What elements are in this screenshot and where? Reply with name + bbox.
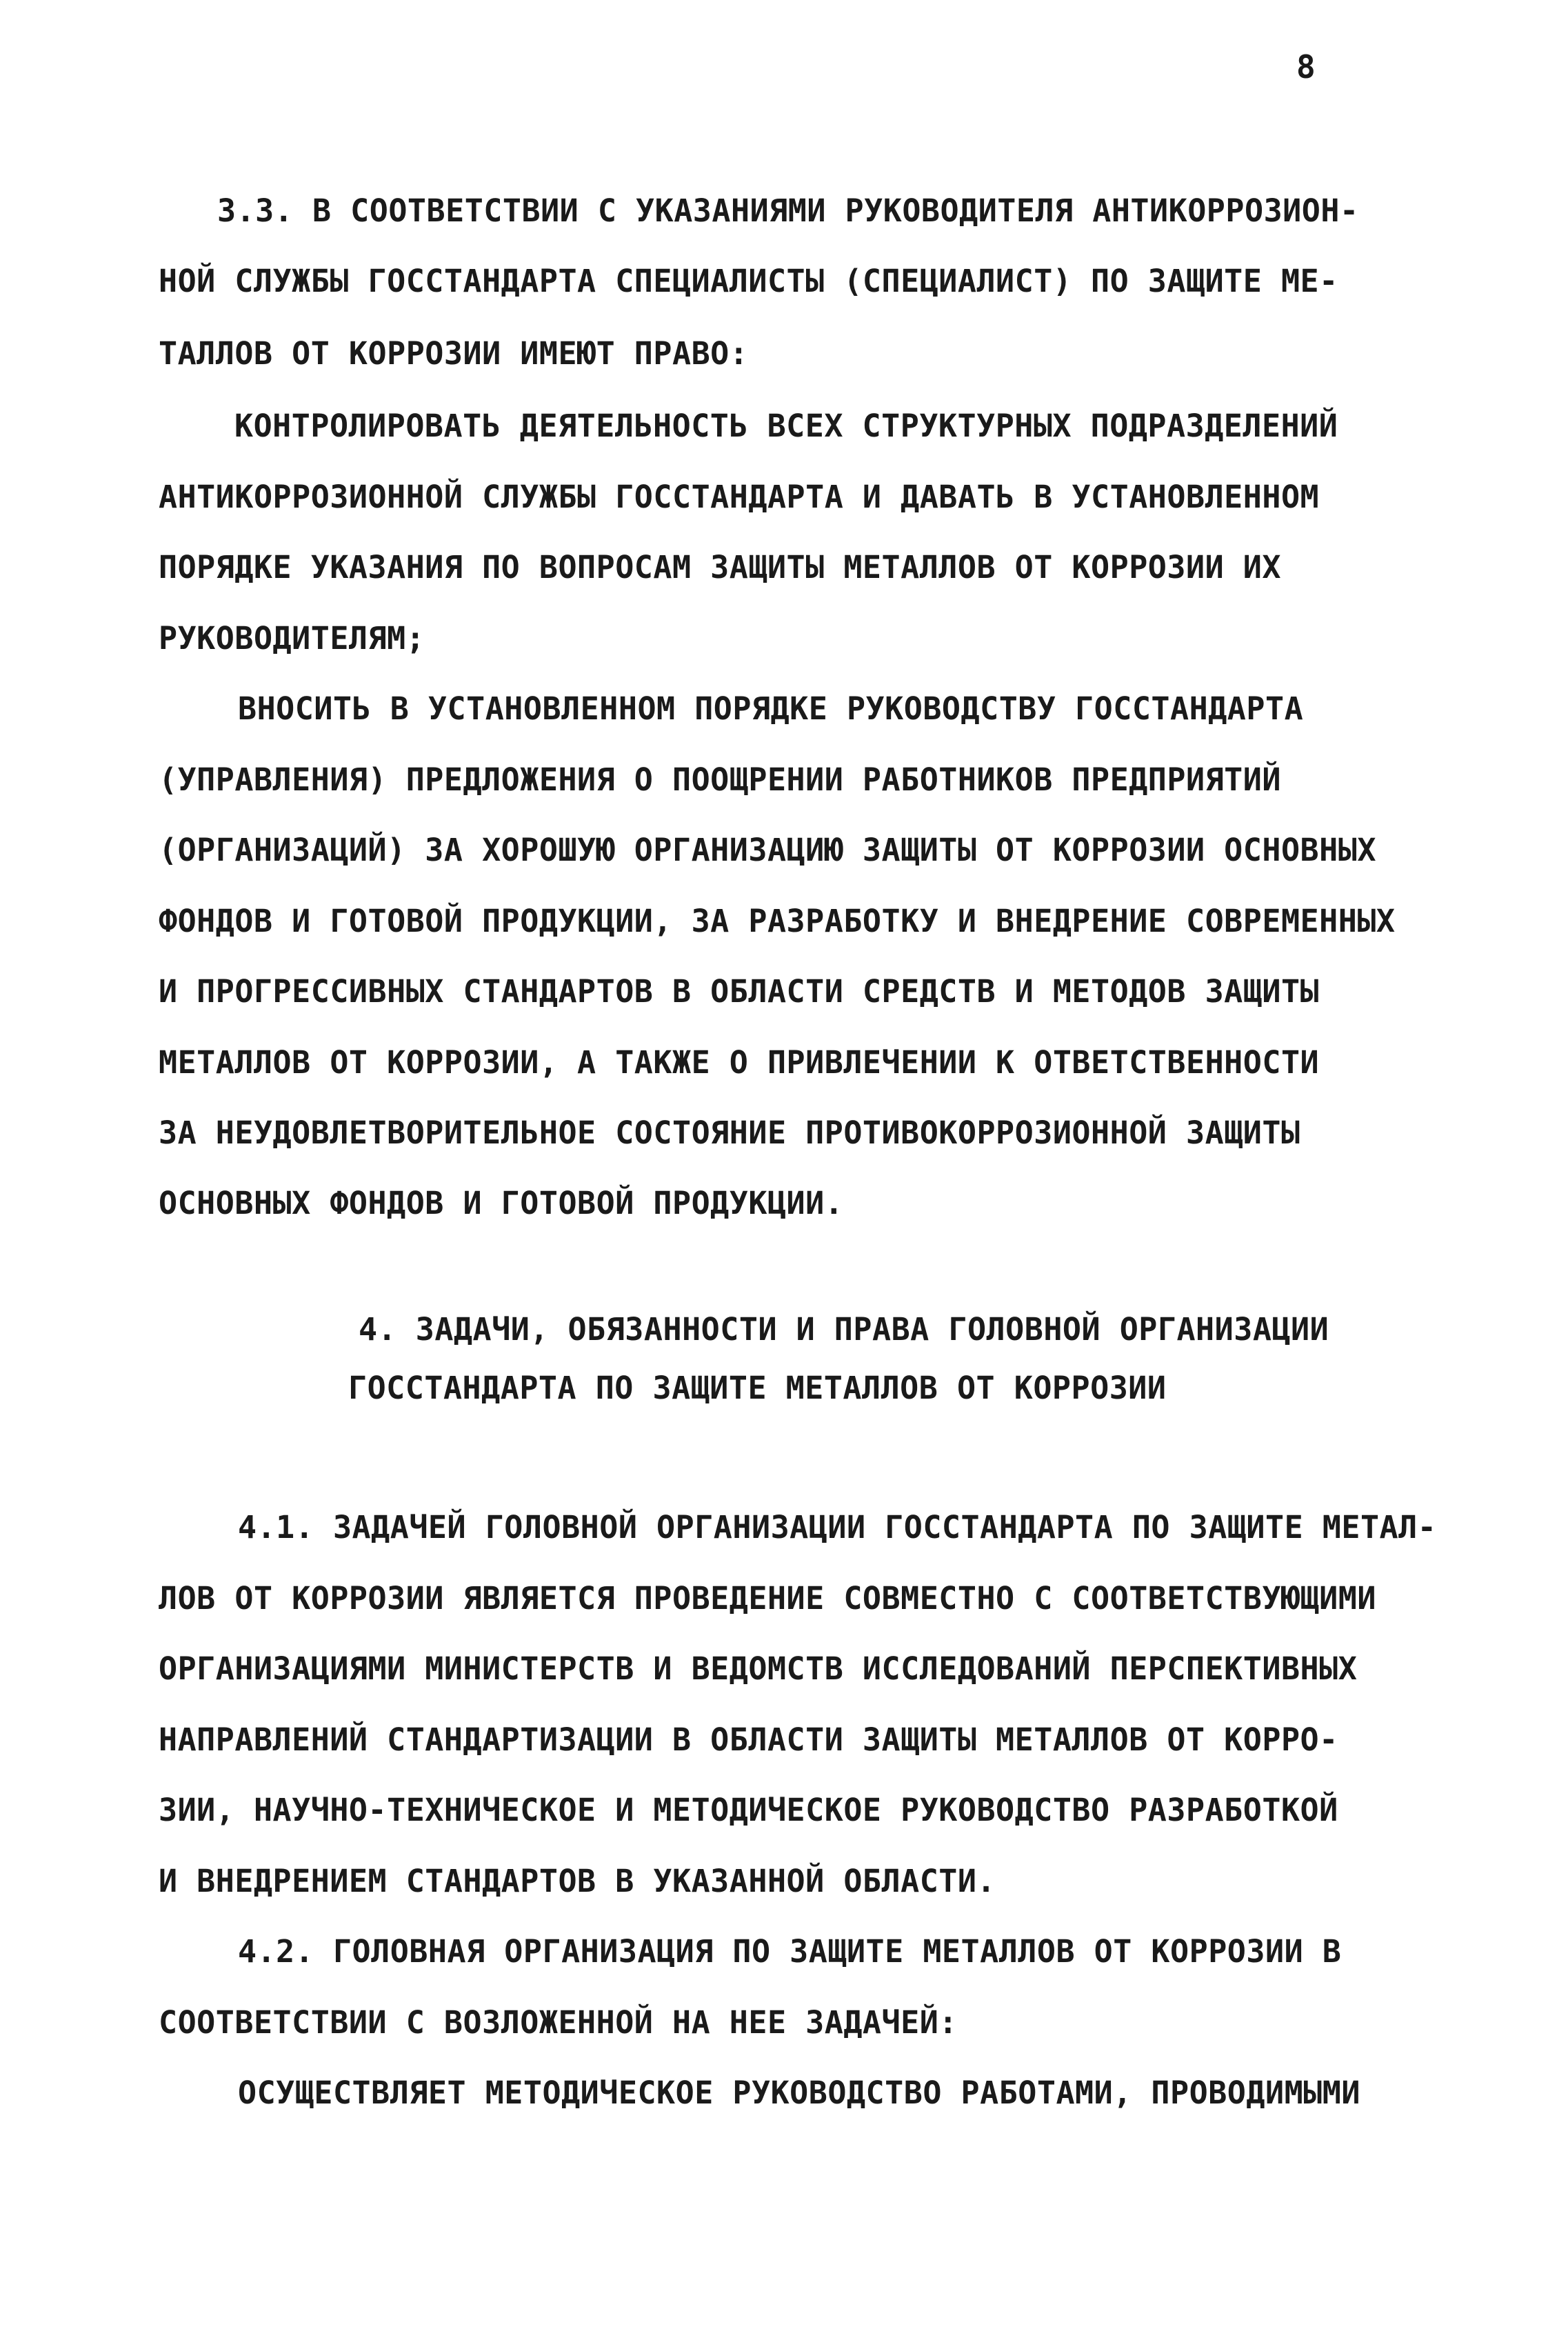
text-line: ВНОСИТЬ В УСТАНОВЛЕННОМ ПОРЯДКЕ РУКОВОДСТВУ ГОССТАНДАРТА (238, 690, 1304, 727)
text-line: ЛОВ ОТ КОРРОЗИИ ЯВЛЯЕТСЯ ПРОВЕДЕНИЕ СОВМЕСТНО С СООТВЕТСТВУЮЩИМИ (159, 1580, 1376, 1617)
text-line: 4.2. ГОЛОВНАЯ ОРГАНИЗАЦИЯ ПО ЗАЩИТЕ МЕТАЛЛОВ ОТ КОРРОЗИИ В (238, 1933, 1342, 1970)
text-line: (ОРГАНИЗАЦИЙ) ЗА ХОРОШУЮ ОРГАНИЗАЦИЮ ЗАЩИТЫ ОТ КОРРОЗИИ ОСНОВНЫХ (159, 832, 1376, 868)
text-line: 4.1. ЗАДАЧЕЙ ГОЛОВНОЙ ОРГАНИЗАЦИИ ГОССТАНДАРТА ПО ЗАЩИТЕ МЕТАЛ- (238, 1509, 1437, 1546)
text-line: 3.3. В СООТВЕТСТВИИ С УКАЗАНИЯМИ РУКОВОДИТЕЛЯ АНТИКОРРОЗИОН- (217, 192, 1359, 229)
section-heading: ГОССТАНДАРТА ПО ЗАЩИТЕ МЕТАЛЛОВ ОТ КОРРОЗИИ (348, 1370, 1167, 1406)
text-line: КОНТРОЛИРОВАТЬ ДЕЯТЕЛЬНОСТЬ ВСЕХ СТРУКТУРНЫХ ПОДРАЗДЕЛЕНИЙ (234, 408, 1338, 444)
page-number: 8 (1296, 48, 1316, 86)
text-line: ОСНОВНЫХ ФОНДОВ И ГОТОВОЙ ПРОДУКЦИИ. (159, 1185, 844, 1221)
text-line: ПОРЯДКЕ УКАЗАНИЯ ПО ВОПРОСАМ ЗАЩИТЫ МЕТАЛЛОВ ОТ КОРРОЗИИ ИХ (159, 549, 1281, 586)
text-line: ЗИИ, НАУЧНО-ТЕХНИЧЕСКОЕ И МЕТОДИЧЕСКОЕ РУКОВОДСТВО РАЗРАБОТКОЙ (159, 1792, 1338, 1828)
text-line: АНТИКОРРОЗИОННОЙ СЛУЖБЫ ГОССТАНДАРТА И ДАВАТЬ В УСТАНОВЛЕННОМ (159, 479, 1320, 515)
text-line: И ВНЕДРЕНИЕМ СТАНДАРТОВ В УКАЗАННОЙ ОБЛАСТИ. (159, 1863, 996, 1899)
text-line: ФОНДОВ И ГОТОВОЙ ПРОДУКЦИИ, ЗА РАЗРАБОТКУ И ВНЕДРЕНИЕ СОВРЕМЕННЫХ (159, 903, 1396, 939)
text-line: ОРГАНИЗАЦИЯМИ МИНИСТЕРСТВ И ВЕДОМСТВ ИССЛЕДОВАНИЙ ПЕРСПЕКТИВНЫХ (159, 1650, 1358, 1687)
text-line: НОЙ СЛУЖБЫ ГОССТАНДАРТА СПЕЦИАЛИСТЫ (СПЕЦИАЛИСТ) ПО ЗАЩИТЕ МЕ- (159, 263, 1338, 299)
text-line: ЗА НЕУДОВЛЕТВОРИТЕЛЬНОЕ СОСТОЯНИЕ ПРОТИВОКОРРОЗИОННОЙ ЗАЩИТЫ (159, 1114, 1300, 1151)
text-line: МЕТАЛЛОВ ОТ КОРРОЗИИ, А ТАКЖЕ О ПРИВЛЕЧЕНИИ К ОТВЕТСТВЕННОСТИ (159, 1044, 1320, 1081)
text-line: СООТВЕТСТВИИ С ВОЗЛОЖЕННОЙ НА НЕЕ ЗАДАЧЕЙ: (159, 2004, 958, 2041)
text-line: И ПРОГРЕССИВНЫХ СТАНДАРТОВ В ОБЛАСТИ СРЕДСТВ И МЕТОДОВ ЗАЩИТЫ (159, 973, 1320, 1010)
text-line: НАПРАВЛЕНИЙ СТАНДАРТИЗАЦИИ В ОБЛАСТИ ЗАЩИТЫ МЕТАЛЛОВ ОТ КОРРО- (159, 1721, 1338, 1758)
text-line: ТАЛЛОВ ОТ КОРРОЗИИ ИМЕЮТ ПРАВО: (159, 335, 749, 372)
text-line: (УПРАВЛЕНИЯ) ПРЕДЛОЖЕНИЯ О ПООЩРЕНИИ РАБОТНИКОВ ПРЕДПРИЯТИЙ (159, 761, 1281, 798)
text-line: ОСУЩЕСТВЛЯЕТ МЕТОДИЧЕСКОЕ РУКОВОДСТВО РАБОТАМИ, ПРОВОДИМЫМИ (238, 2075, 1360, 2111)
text-line: РУКОВОДИТЕЛЯМ; (159, 620, 425, 657)
section-heading: 4. ЗАДАЧИ, ОБЯЗАННОСТИ И ПРАВА ГОЛОВНОЙ ОРГАНИЗАЦИИ (359, 1311, 1329, 1348)
